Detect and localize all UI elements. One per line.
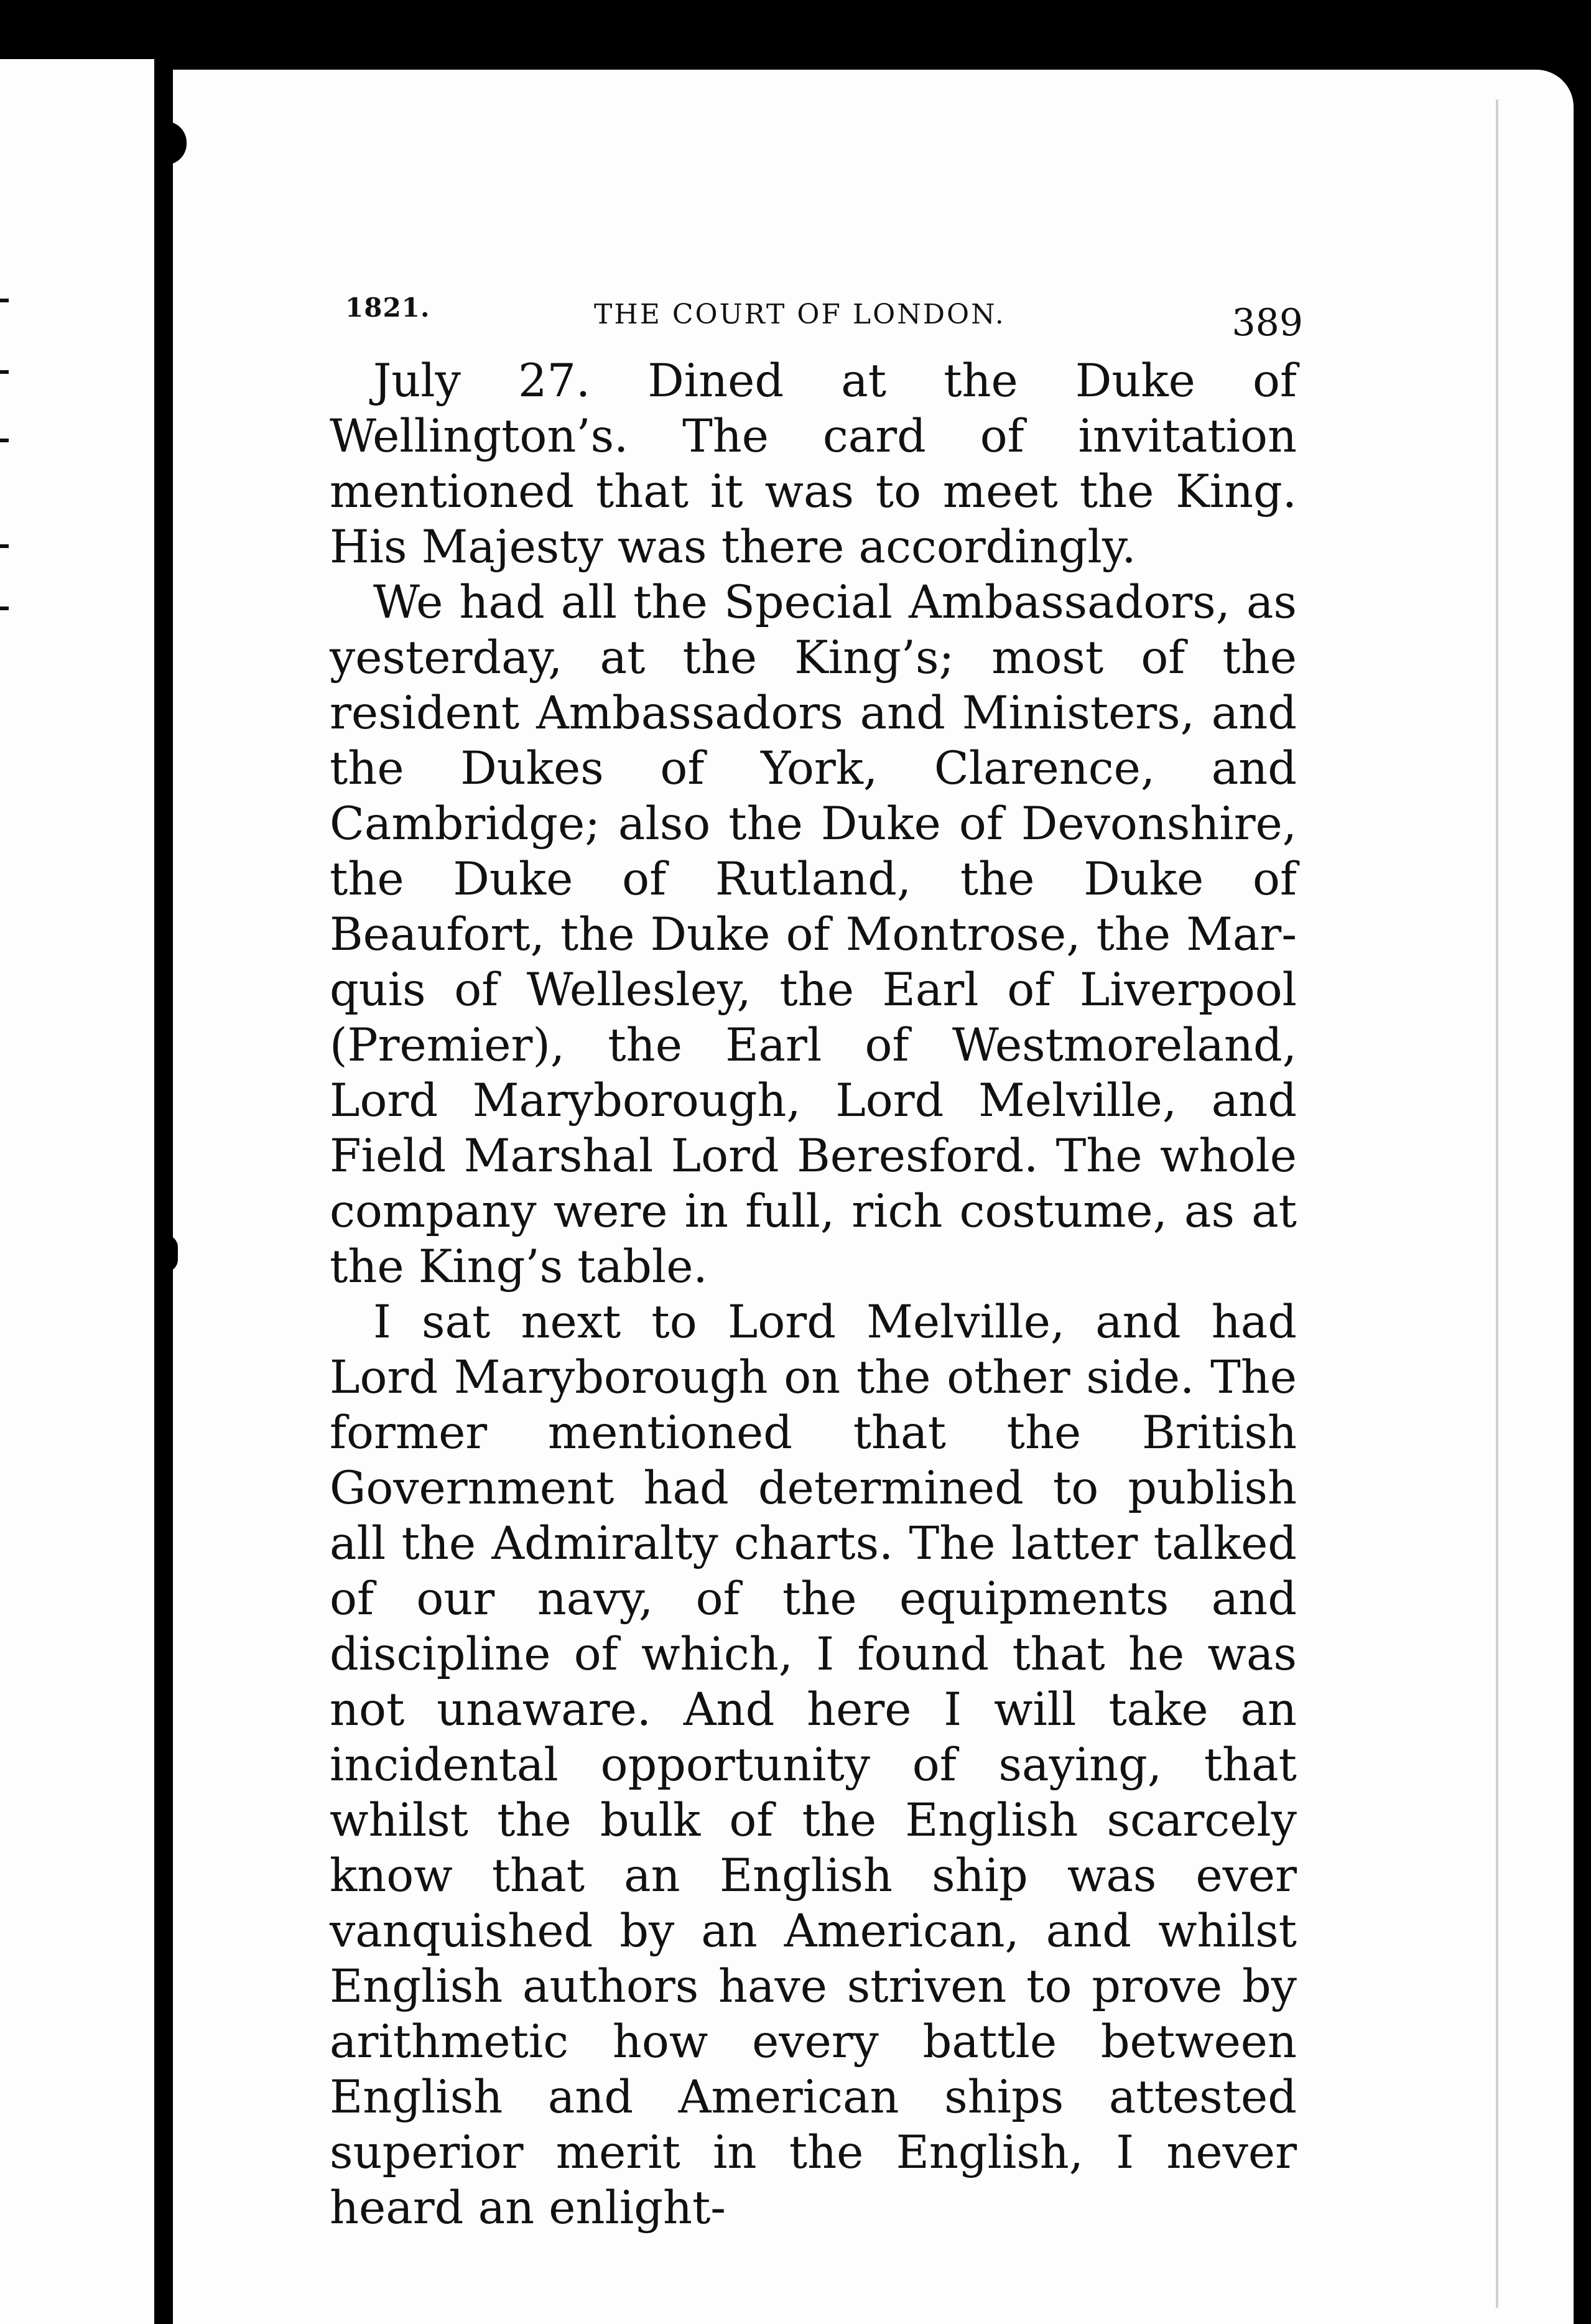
facing-page-tick bbox=[0, 544, 9, 548]
paragraph: I sat next to Lord Melville, and had Lord Maryborough on the other side. The former mentioned that the British Government had determined to publish all the Admiralty charts. The latter talked of our navy, of the equipments and discipline of which, I found that he was not unaware. And here I will take an incidental opportunity of saying, that whilst the bulk of the English scarcely know that an English ship was ever vanquished by an American, and whilst English authors have striven to prove by arithmetic how every battle between English and American ships attested superior merit in the English, I never heard an enlight- bbox=[330, 1296, 1297, 2234]
paragraph: We had all the Special Ambassadors, as yesterday, at the King’s; most of the resident Ambassadors and Ministers, and the Dukes of York, Clarence, and Cambridge; also the Duke of Devonshire, the Duke of Rutland, the Duke of Beaufort, the Duke of Montrose, the Marquis of Wellesley, the Earl of Liverpool (Premier), the Earl of Westmoreland, Lord Maryborough, Lord Melville, and Field Marshal Lord Beresford. The whole company were in full, rich costume, as at the King’s table. bbox=[330, 576, 1297, 1293]
header-title: THE COURT OF LONDON. bbox=[594, 299, 1006, 330]
facing-page-tick bbox=[0, 299, 9, 302]
running-header bbox=[345, 287, 1303, 345]
facing-page-tick bbox=[0, 370, 9, 374]
page-right-edge bbox=[1496, 100, 1498, 2308]
facing-page-edge bbox=[0, 59, 154, 2324]
page-number: 389 bbox=[1232, 301, 1303, 345]
header-year: 1821. bbox=[345, 292, 430, 323]
binding-gutter bbox=[154, 62, 173, 2324]
body-text bbox=[330, 353, 1297, 2236]
paragraph: July 27. Dined at the Duke of Wellington’s. The card of invitation mentioned that it was to meet the King. His Majesty was there accordingly. bbox=[330, 355, 1297, 574]
facing-page-tick bbox=[0, 607, 9, 610]
facing-page-tick bbox=[0, 439, 9, 442]
